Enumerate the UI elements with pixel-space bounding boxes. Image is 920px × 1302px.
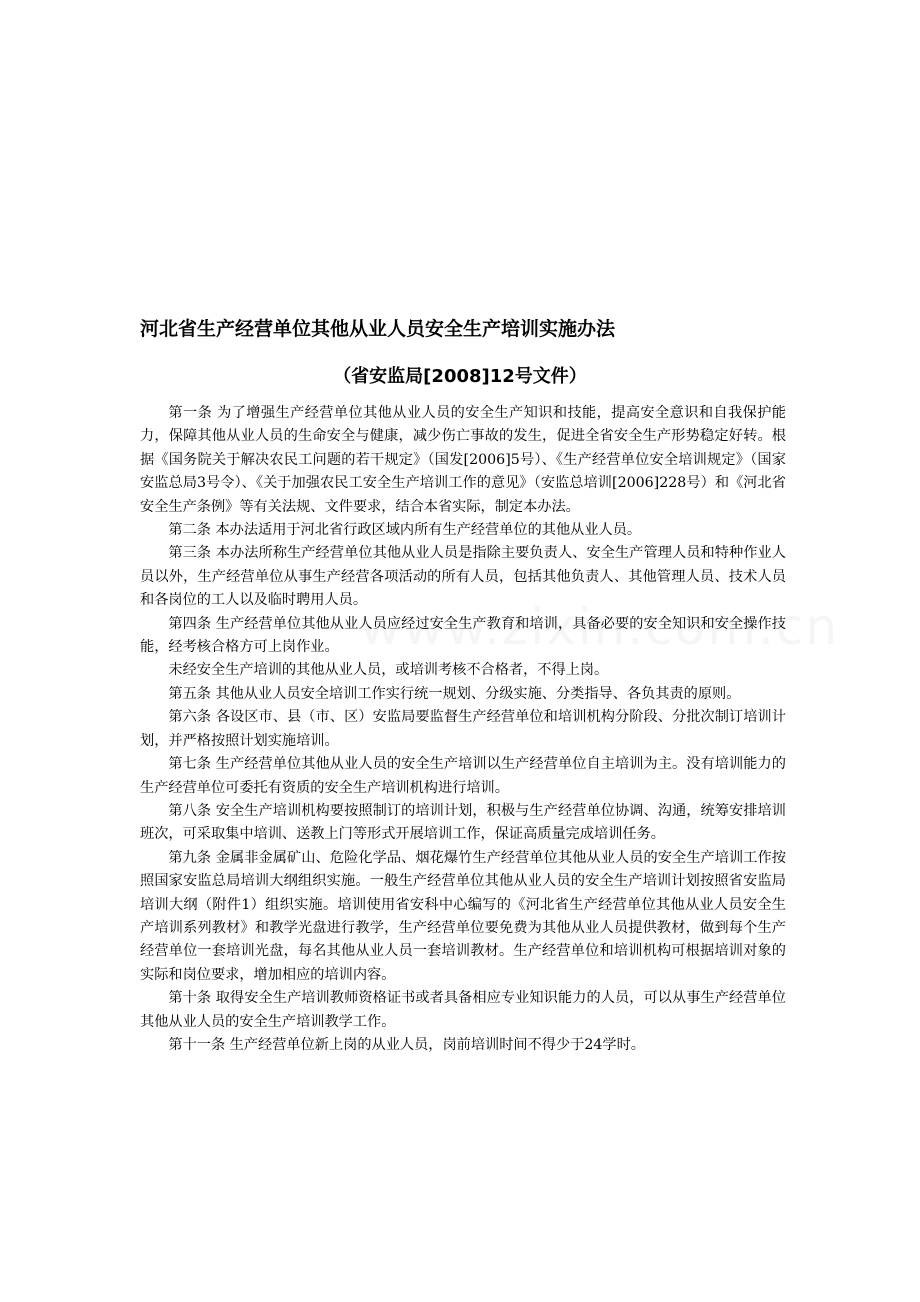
document-body: [140, 402, 786, 1057]
article-5: 第五条 其他从业人员安全培训工作实行统一规划、分级实施、分类指导、各负其责的原则。: [168, 685, 741, 702]
article-2: 第二条 本办法适用于河北省行政区域内所有生产经营单位的其他从业人员。: [168, 522, 642, 539]
article-9: 第九条 金属非金属矿山、危险化学品、烟花爆竹生产经营单位其他从业人员的安全生产培训工作按照国家安监总局培训大纲组织实施。一般生产经营单位其他从业人员的安全生产培训计划按照省安监局培训大纲（附件1）组织实施。培训使用省安科中心编写的《河北省生产经营单位其他从业人员安全生产培训系列教材》和教学光盘进行教学，生产经营单位要免费为其他从业人员提供教材，做到每个生产经营单位一套培训光盘，每名其他从业人员一套培训教材。生产经营单位和培训机构可根据培训对象的实际和岗位要求，增加相应的培训内容。: [140, 849, 786, 983]
article-6: 第六条 各设区市、县（市、区）安监局要监督生产经营单位和培训机构分阶段、分批次制订培训计划，并严格按照计划实施培训。: [140, 709, 786, 749]
article-8: 第八条 安全生产培训机构要按照制订的培训计划，积极与生产经营单位协调、沟通，统筹安排培训班次，可采取集中培训、送教上门等形式开展培训工作，保证高质量完成培训任务。: [140, 802, 786, 843]
article-1: 第一条 为了增强生产经营单位其他从业人员的安全生产知识和技能，提高安全意识和自我保护能力，保障其他从业人员的生命安全与健康，减少伤亡事故的发生，促进全省安全生产形势稳定好转。根据《国务院关于解决农民工问题的若干规定》（国发[2006]5号）、《生产经营单位安全培训规定》（国家安监总局3号令）、《关于加强农民工安全生产培训工作的意见》（安监总培训[2006]228号）和《河北省安全生产条例》等有关法规、文件要求，结合本省实际，制定本办法。: [140, 405, 786, 515]
document-title: 河北省生产经营单位其他从业人员安全生产培训实施办法: [140, 318, 616, 340]
article-11: 第十一条 生产经营单位新上岗的从业人员，岗前培训时间不得少于24学时。: [168, 1036, 645, 1053]
article-7: 第七条 生产经营单位其他从业人员的安全生产培训以生产经营单位自主培训为主。没有培训能力的生产经营单位可委托有资质的安全生产培训机构进行培训。: [140, 756, 786, 796]
article-4-clause: 未经安全生产培训的其他从业人员，或培训考核不合格者，不得上岗。: [168, 662, 609, 679]
article-4: 第四条 生产经营单位其他从业人员应经过安全生产教育和培训，具备必要的安全知识和安全操作技能，经考核合格方可上岗作业。: [140, 615, 786, 656]
article-3: 第三条 本办法所称生产经营单位其他从业人员是指除主要负责人、安全生产管理人员和特种作业人员以外，生产经营单位从事生产经营各项活动的所有人员，包括其他负责人、其他管理人员、技术人员和各岗位的工人以及临时聘用人员。: [140, 545, 786, 609]
article-10: 第十条 取得安全生产培训教师资格证书或者具备相应专业知识能力的人员，可以从事生产经营单位其他从业人员的安全生产培训教学工作。: [140, 990, 786, 1030]
document-subtitle: （省安监局[2008]12号文件）: [333, 366, 587, 387]
